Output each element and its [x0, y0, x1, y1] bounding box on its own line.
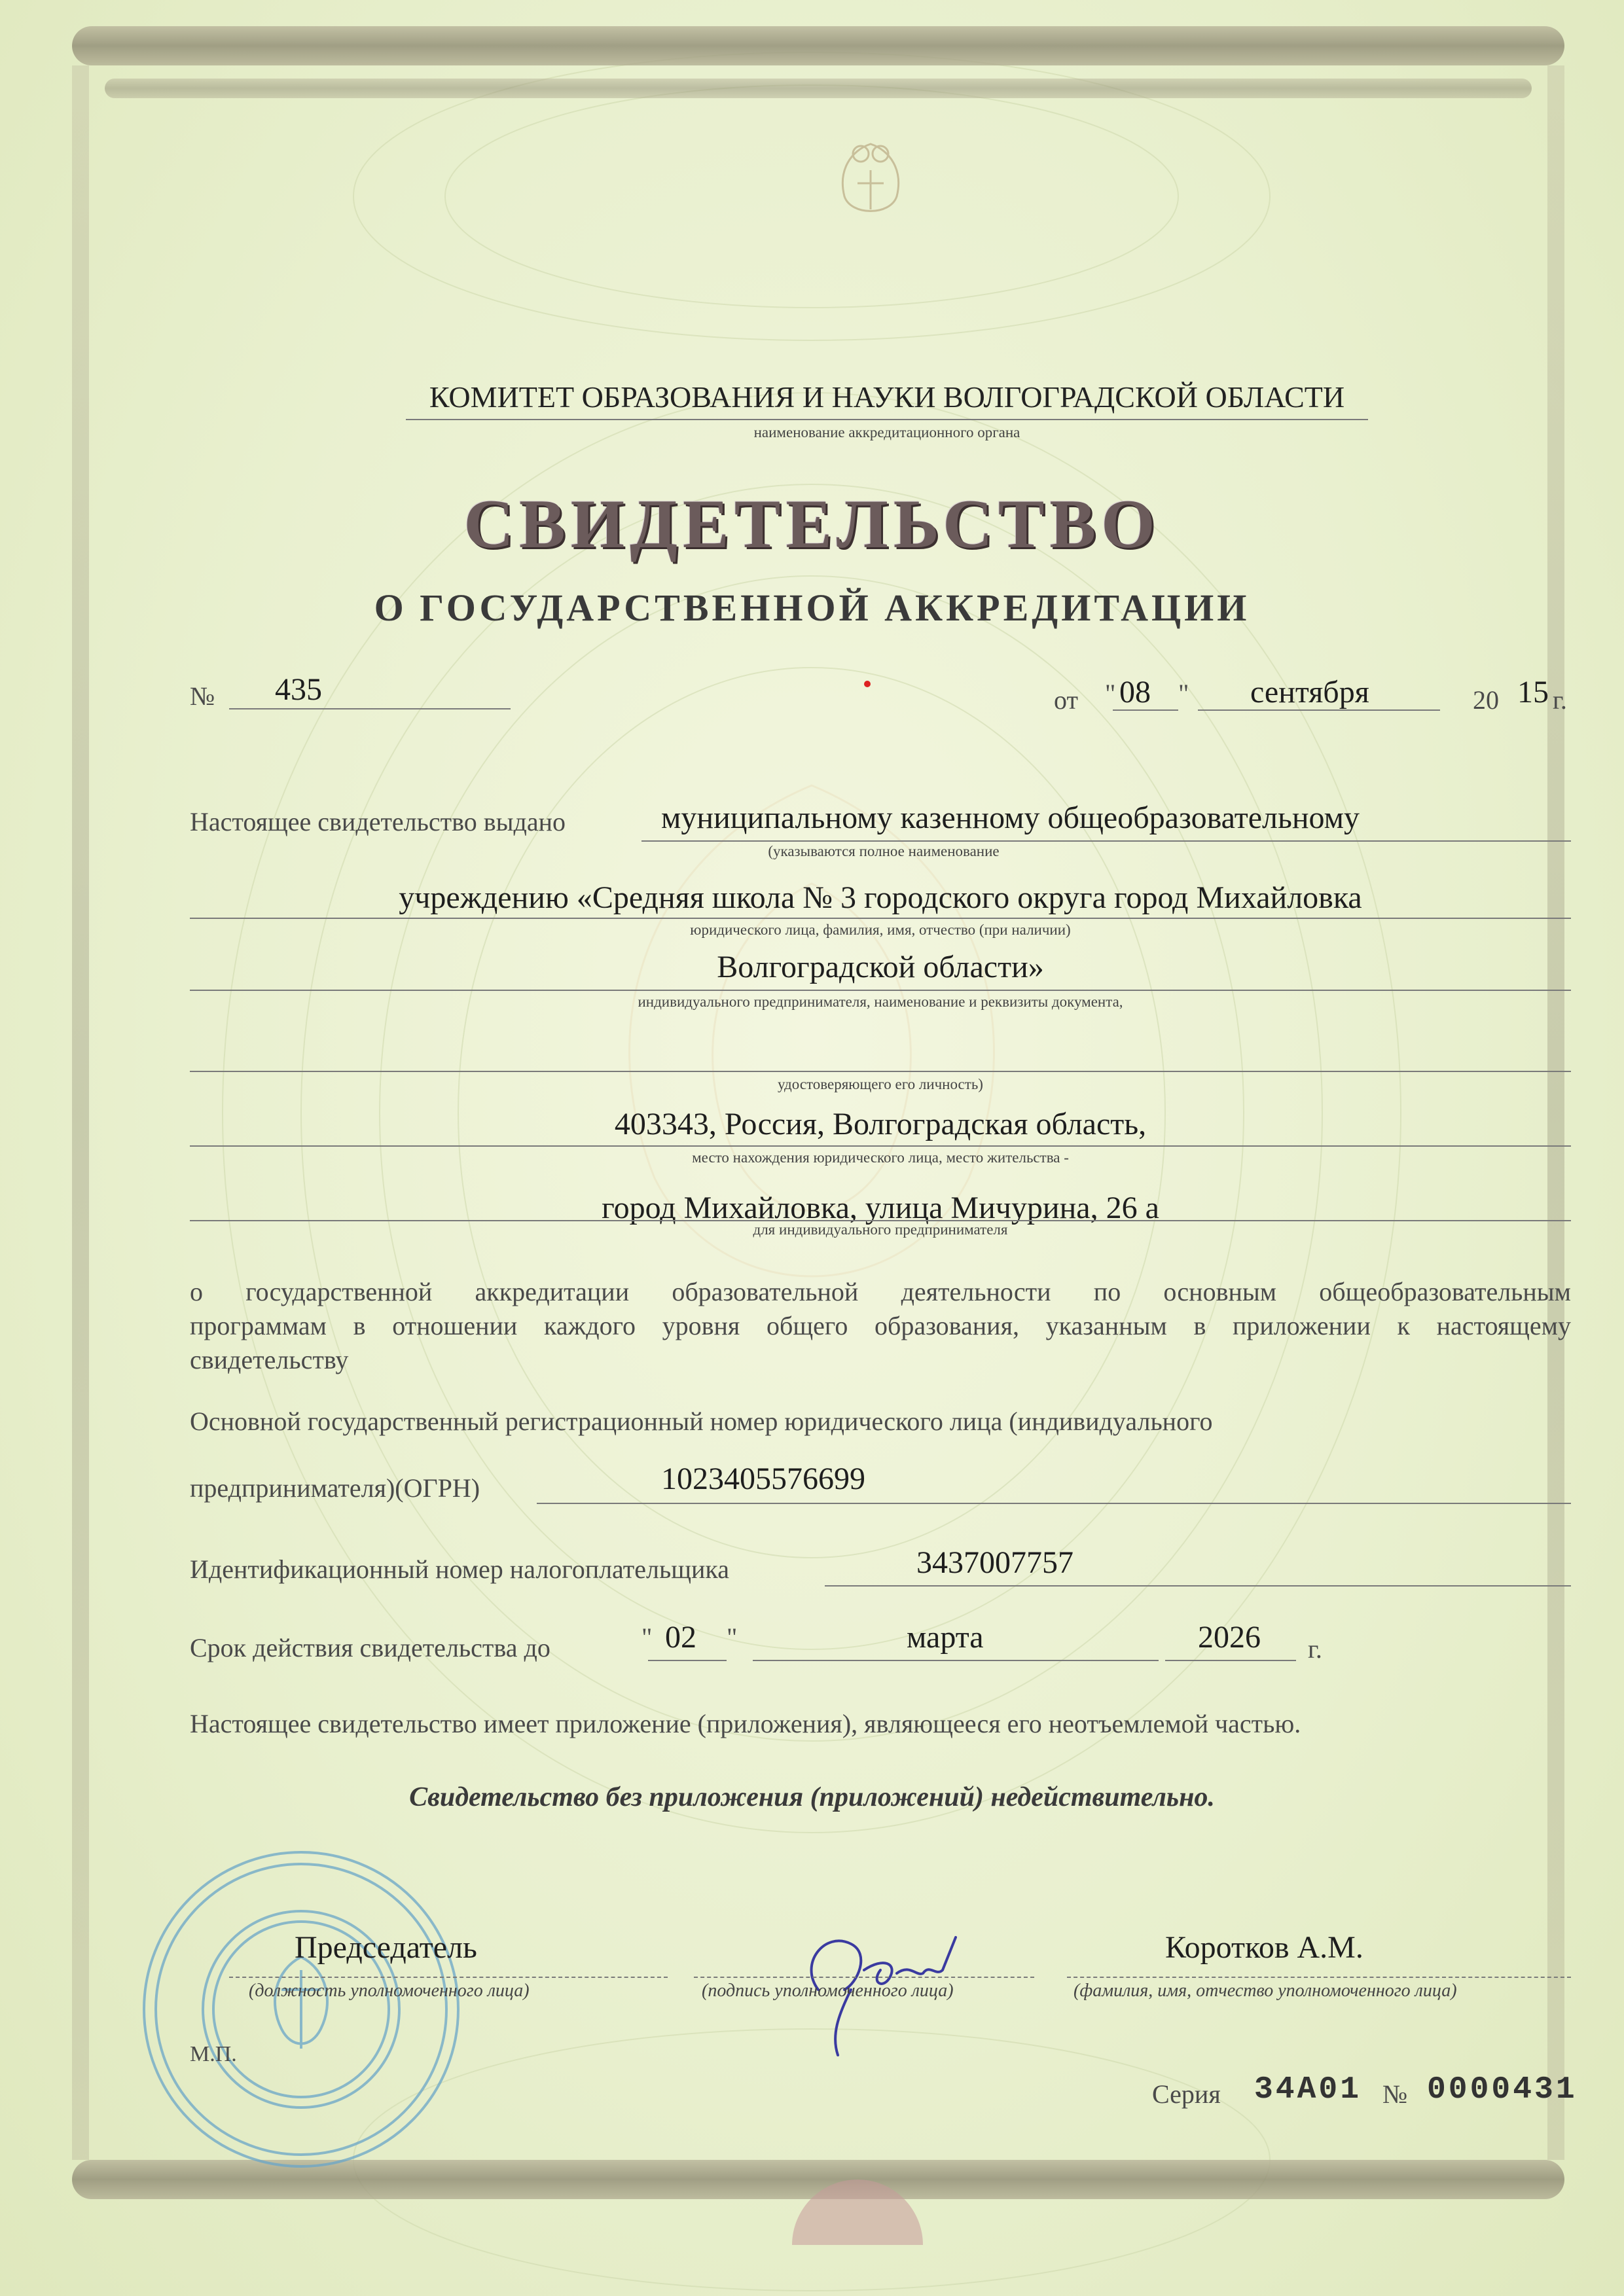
name-underline	[1067, 1977, 1571, 1978]
issued-to-line1: муниципальному казенному общеобразовательному	[661, 800, 1360, 835]
validity-day: 02	[665, 1620, 696, 1655]
validity-year: 2026	[1198, 1620, 1261, 1655]
document-subtitle: О ГОСУДАРСТВЕННОЙ АККРЕДИТАЦИИ	[374, 586, 1250, 629]
validity-label: Срок действия свидетельства до	[190, 1633, 550, 1662]
inn-value: 3437007757	[916, 1545, 1074, 1580]
address-line1: 403343, Россия, Волгоградская область,	[614, 1107, 1147, 1141]
signatory-position: Председатель	[295, 1930, 477, 1965]
validity-month: марта	[907, 1620, 984, 1655]
issued-to-underline4	[190, 1071, 1571, 1072]
issued-to-line2: учреждению «Средняя школа № 3 городского округа город Михайловка	[399, 880, 1362, 915]
certificate-number: 435	[275, 672, 322, 707]
name-caption: (фамилия, имя, отчество уполномоченного лица)	[1074, 1981, 1457, 2001]
issue-year-suffix: 15	[1517, 675, 1549, 709]
authority-caption: наименование аккредитационного органа	[753, 424, 1020, 440]
number-label: №	[190, 681, 215, 711]
series-label: Серия	[1152, 2079, 1221, 2109]
validity-year-unit: г.	[1308, 1634, 1322, 1664]
validity-day-underline	[648, 1660, 727, 1661]
inn-label: Идентификационный номер налогоплательщика	[190, 1554, 730, 1584]
issued-to-underline1	[641, 840, 1571, 842]
top-border-ornament	[72, 26, 1564, 65]
position-caption: (должность уполномоченного лица)	[249, 1981, 530, 2001]
authority-name: КОМИТЕТ ОБРАЗОВАНИЯ И НАУКИ ВОЛГОГРАДСКОЙ ОБЛАСТИ	[429, 380, 1345, 414]
issue-year-prefix: 20	[1473, 685, 1499, 715]
series-number-label: №	[1382, 2079, 1408, 2109]
signature-underline	[694, 1977, 1034, 1978]
position-underline	[229, 1977, 668, 1978]
day-underline	[1113, 709, 1178, 711]
date-prefix: от	[1054, 685, 1078, 715]
date-quote-open: "	[1105, 679, 1116, 708]
issue-year-unit: г.	[1553, 685, 1567, 715]
address-caption2: для индивидуального предпринимателя	[753, 1221, 1008, 1238]
issued-to-label: Настоящее свидетельство выдано	[190, 807, 566, 836]
coat-of-arms-emblem	[825, 131, 916, 236]
series-value: 34А01	[1254, 2072, 1362, 2108]
annex-note: Настоящее свидетельство имеет приложение (приложения), являющееся его неотъемлемой частью.	[190, 1709, 1301, 1738]
issue-month: сентября	[1250, 675, 1369, 709]
left-border-ornament	[72, 65, 89, 2160]
series-number: 0000431	[1427, 2072, 1578, 2108]
validity-quote-open: "	[641, 1623, 653, 1652]
validity-month-underline	[753, 1660, 1159, 1661]
document-title: СВИДЕТЕЛЬСТВО	[463, 486, 1161, 562]
body-text-line1: о государственной аккредитации образовательной деятельности по основным общеобразовательным	[190, 1277, 1571, 1306]
seal-label: М.П.	[190, 2042, 237, 2066]
ogrn-value: 1023405576699	[661, 1462, 865, 1496]
number-underline	[229, 708, 511, 709]
validity-quote-close: "	[727, 1623, 738, 1652]
issued-to-line3: Волгоградской области»	[717, 950, 1044, 984]
ogrn-underline	[537, 1503, 1571, 1504]
date-quote-close: "	[1178, 679, 1189, 708]
signatory-name: Коротков А.М.	[1165, 1930, 1363, 1965]
address-underline1	[190, 1145, 1571, 1147]
invalid-note: Свидетельство без приложения (приложений) недействительно.	[409, 1782, 1215, 1812]
official-seal-stamp	[131, 1839, 471, 2179]
issued-to-caption2: юридического лица, фамилия, имя, отчество (при наличии)	[690, 922, 1071, 938]
body-text-line2: программам в отношении каждого уровня общего образования, указанным в приложении к настоящему	[190, 1311, 1571, 1340]
authority-underline	[406, 419, 1368, 420]
issued-to-underline3	[190, 990, 1571, 991]
address-line2: город Михайловка, улица Мичурина, 26 а	[602, 1191, 1159, 1225]
issued-to-underline2	[190, 918, 1571, 919]
body-text-line3: свидетельству	[190, 1345, 349, 1374]
issued-to-caption3: индивидуального предпринимателя, наименование и реквизиты документа,	[638, 994, 1123, 1010]
validity-year-underline	[1165, 1660, 1296, 1661]
signature-caption: (подпись уполномоченного лица)	[702, 1981, 954, 2001]
ogrn-label-line1: Основной государственный регистрационный номер юридического лица (индивидуального	[190, 1407, 1213, 1436]
issue-day: 08	[1119, 675, 1151, 709]
inn-underline	[825, 1585, 1571, 1587]
top-border-ornament-lower	[105, 79, 1532, 98]
issued-to-caption1: (указываются полное наименование	[768, 843, 1000, 859]
address-caption1: место нахождения юридического лица, место жительства -	[692, 1149, 1069, 1166]
red-mark	[864, 681, 871, 687]
ogrn-label-line2: предпринимателя)(ОГРН)	[190, 1473, 480, 1503]
month-underline	[1198, 709, 1440, 711]
issued-to-caption4: удостоверяющего его личность)	[778, 1076, 983, 1092]
